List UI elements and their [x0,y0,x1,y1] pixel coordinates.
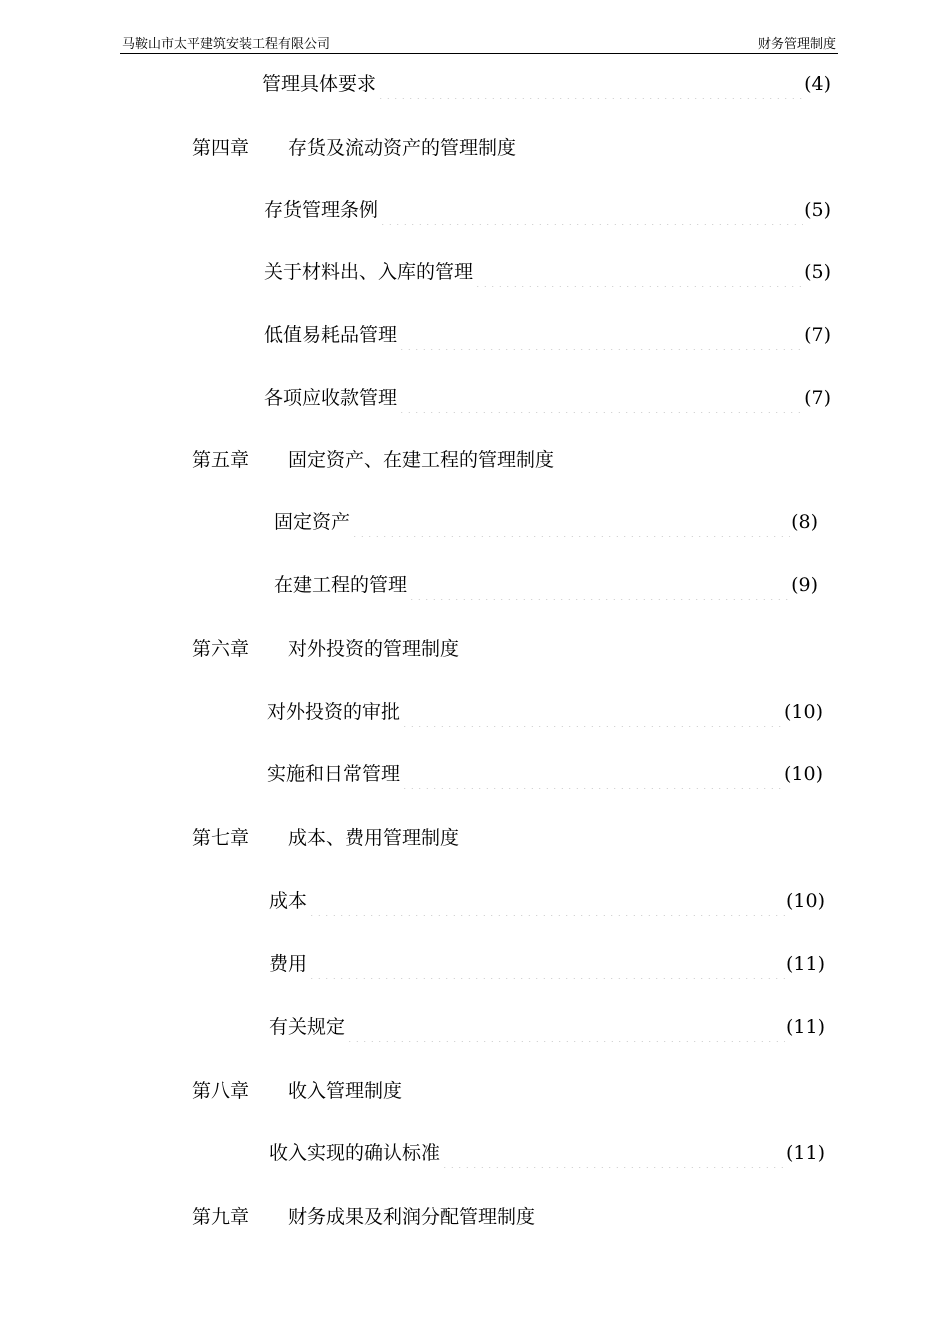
toc-entry[interactable] [274,570,818,600]
toc-entry-page: (10) [783,701,823,723]
toc-entry-page: (11) [785,1142,825,1164]
toc-entry-title: 低值易耗品管理 [264,324,398,346]
dot-leader [441,1138,785,1168]
header-divider [120,53,838,54]
toc-entry[interactable] [264,257,831,287]
toc-entry[interactable] [264,195,831,225]
chapter-number: 第八章 [192,1080,250,1102]
toc-entry-page: (5) [804,199,831,221]
dot-leader [401,697,783,727]
chapter-number: 第四章 [192,137,250,159]
toc-entry[interactable] [267,697,823,727]
dot-leader [346,1012,785,1042]
toc-entry-page: (4) [804,73,831,95]
header-company-name: 马鞍山市太平建筑安装工程有限公司 [122,37,331,52]
toc-entry-page: (7) [804,324,831,346]
chapter-title: 存货及流动资产的管理制度 [288,137,517,159]
toc-entry-page: (5) [804,261,831,283]
toc-entry[interactable] [264,320,831,350]
toc-chapter-heading[interactable] [192,445,554,475]
toc-entry-title: 在建工程的管理 [274,574,408,596]
toc-chapter-heading[interactable] [192,823,459,853]
toc-entry-title: 收入实现的确认标准 [269,1142,441,1164]
toc-entry-title: 成本 [269,890,308,912]
toc-entry-page: (7) [804,387,831,409]
dot-leader [398,320,803,350]
toc-entry-page: (10) [785,890,825,912]
toc-entry-title: 管理具体要求 [262,73,377,95]
toc-entry-page: (8) [791,511,818,533]
chapter-title: 固定资产、在建工程的管理制度 [288,449,555,471]
dot-leader [377,69,803,99]
toc-entry[interactable] [269,886,825,916]
chapter-number: 第九章 [192,1206,250,1228]
dot-leader [308,949,785,979]
dot-leader [398,383,803,413]
toc-entry[interactable] [274,507,818,537]
dot-leader [474,257,803,287]
dot-leader [308,886,785,916]
chapter-title: 财务成果及利润分配管理制度 [288,1206,536,1228]
toc-entry-title: 存货管理条例 [264,199,379,221]
chapter-title: 收入管理制度 [288,1080,403,1102]
toc-entry[interactable] [267,759,823,789]
chapter-number: 第六章 [192,638,250,660]
toc-entry[interactable] [269,949,825,979]
toc-entry-title: 对外投资的审批 [267,701,401,723]
toc-entry-page: (9) [791,574,818,596]
chapter-title: 对外投资的管理制度 [288,638,460,660]
toc-entry-title: 关于材料出、入库的管理 [264,261,474,283]
toc-entry-title: 实施和日常管理 [267,763,401,785]
toc-entry-page: (10) [783,763,823,785]
toc-entry[interactable] [262,69,831,99]
toc-entry[interactable] [269,1012,825,1042]
dot-leader [379,195,803,225]
dot-leader [351,507,790,537]
toc-entry-page: (11) [785,1016,825,1038]
toc-chapter-heading[interactable] [192,1202,535,1232]
toc-entry-title: 各项应收款管理 [264,387,398,409]
toc-entry-page: (11) [785,953,825,975]
chapter-number: 第七章 [192,827,250,849]
dot-leader [401,759,783,789]
page-header [120,36,838,54]
toc-entry[interactable] [269,1138,825,1168]
toc-entry-title: 费用 [269,953,308,975]
chapter-title: 成本、费用管理制度 [288,827,460,849]
toc-chapter-heading[interactable] [192,1076,402,1106]
toc-entry-title: 有关规定 [269,1016,346,1038]
toc-chapter-heading[interactable] [192,133,516,163]
toc-entry-title: 固定资产 [274,511,351,533]
toc-entry[interactable] [264,383,831,413]
toc-chapter-heading[interactable] [192,634,459,664]
dot-leader [408,570,790,600]
header-document-title: 财务管理制度 [757,37,836,52]
chapter-number: 第五章 [192,449,250,471]
